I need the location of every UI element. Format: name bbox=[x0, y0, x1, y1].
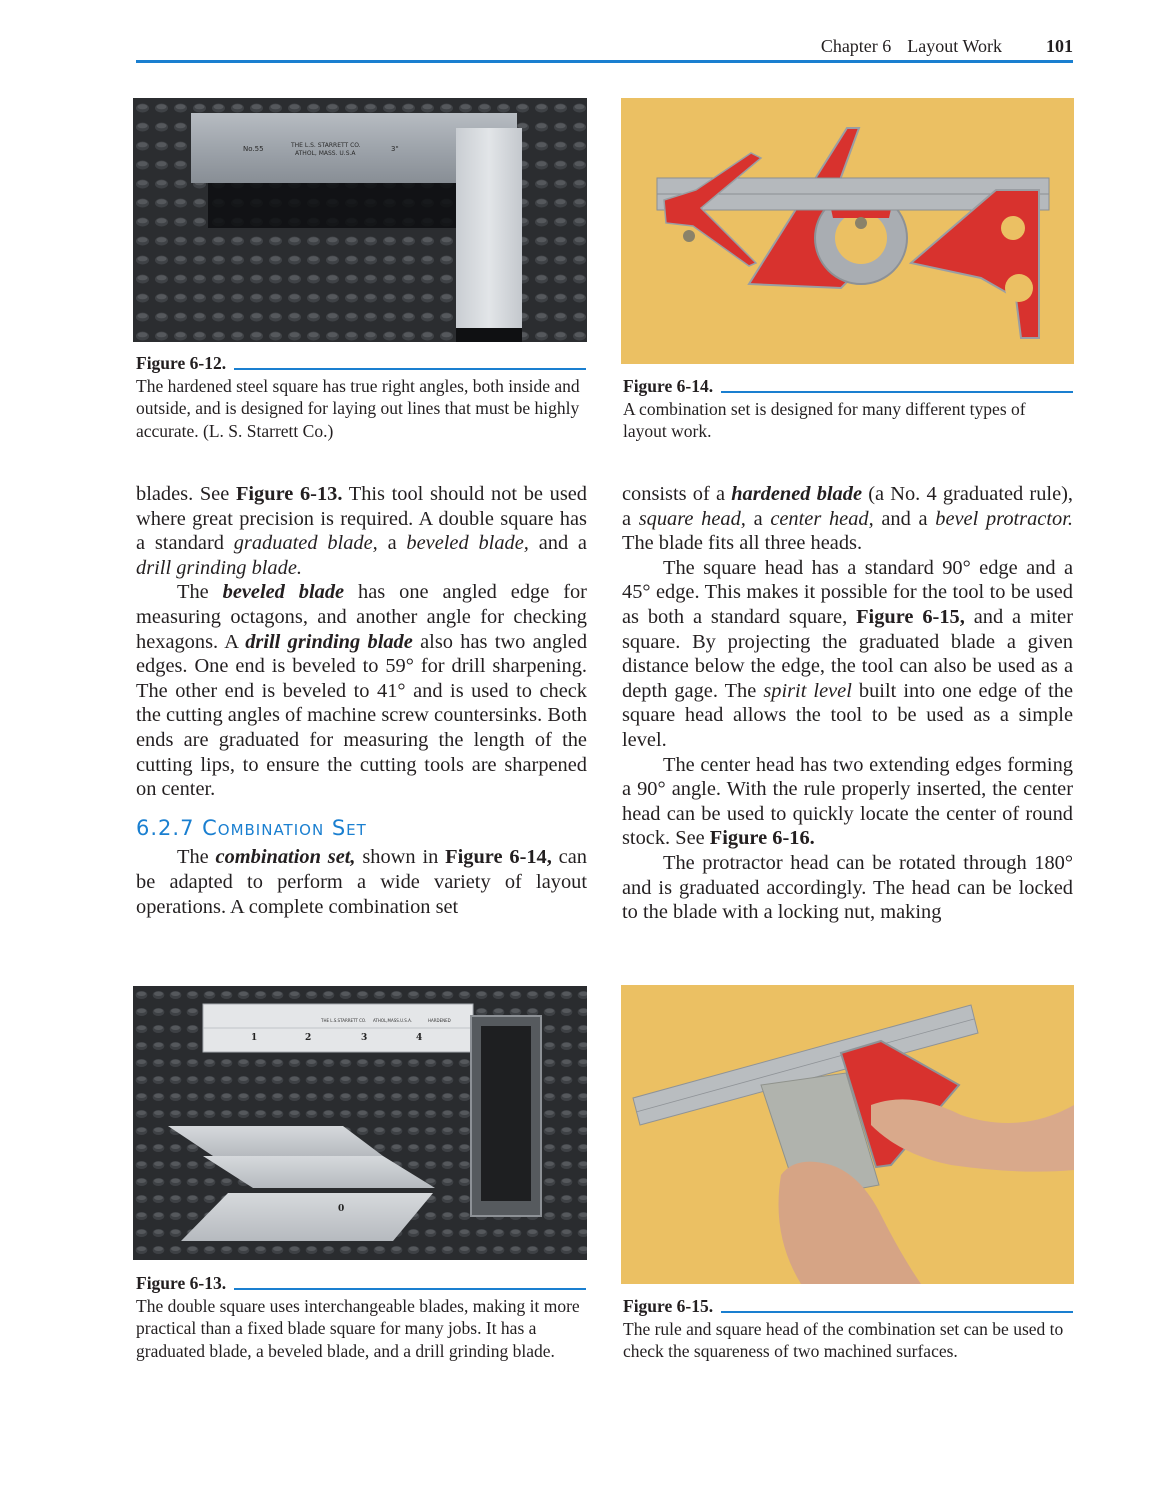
page-number: 101 bbox=[1046, 36, 1073, 56]
chapter-title bbox=[821, 36, 1002, 57]
body-column-right bbox=[622, 482, 1073, 925]
figure-6-15-caption bbox=[623, 1295, 1073, 1363]
caption-text: The double square uses interchangeable blades, making it more practical than a fixed blade square for many jobs. It has a graduated blade, a beveled blade, and a drill grinding blade. bbox=[136, 1295, 580, 1361]
caption-text: A combination set is designed for many different types of layout work. bbox=[623, 398, 1026, 441]
figure-6-13-caption bbox=[136, 1272, 586, 1362]
double-square-illustration bbox=[133, 986, 587, 1260]
text-run: The square head has a standard 90° edge and a 45° edge. This makes it possible for the tool to be used as both a standard square, bbox=[622, 556, 1073, 628]
text-run: This tool should not be used where great precision is required. A double square has a standard bbox=[136, 483, 588, 555]
figure-reference: Figure 6-15, bbox=[856, 605, 965, 628]
svg-text:THE L.S. STARRETT CO.: THE L.S. STARRETT CO. bbox=[291, 142, 361, 149]
text-run: can be adapted to perform a wide variety of layout operations. A complete combination set bbox=[136, 846, 587, 918]
text-run: (a No. 4 graduated rule), a bbox=[622, 483, 1074, 530]
svg-text:THE L.S.STARRETT CO.: THE L.S.STARRETT CO. bbox=[321, 1018, 367, 1023]
svg-text:3": 3" bbox=[391, 145, 399, 153]
term: graduated blade, bbox=[233, 532, 378, 555]
text-run: The center head has two extending edges forming a 90° angle. With the rule properly inserted, the center head can be used to quickly locate the center of round stock. See bbox=[622, 753, 1073, 850]
term: bevel protractor. bbox=[935, 507, 1073, 530]
caption-rule bbox=[721, 1311, 1073, 1313]
svg-text:1: 1 bbox=[251, 1033, 258, 1043]
svg-text:HARDENED: HARDENED bbox=[428, 1018, 451, 1023]
text-run: a bbox=[377, 532, 407, 555]
text-run: built into one edge of the square head allows the tool to be used as a simple level. bbox=[622, 679, 1073, 751]
key-term: drill grinding blade bbox=[245, 630, 413, 653]
caption-text: The hardened steel square has true right angles, both inside and outside, and is designed for laying out lines that must be highly accurate. (L. S. Starrett Co.) bbox=[136, 375, 580, 441]
term: square head, bbox=[638, 507, 746, 530]
text-run: blades. See bbox=[136, 483, 236, 505]
paragraph bbox=[136, 580, 587, 801]
svg-text:4: 4 bbox=[416, 1033, 423, 1043]
chapter-number: Chapter 6 bbox=[820, 36, 892, 56]
text-run: The protractor head can be rotated through 180° and is graduated accordingly. The head can be locked to the blade with a locking nut, making bbox=[622, 851, 1073, 924]
text-run: and a miter square. By projecting the graduated blade a given distance below the edge, the tool can also be used as a depth gage. The bbox=[622, 605, 1073, 702]
key-term: hardened blade bbox=[731, 483, 863, 505]
figure-6-14-caption bbox=[623, 375, 1073, 443]
key-term: combination set, bbox=[215, 846, 356, 869]
caption-rule bbox=[234, 1288, 586, 1290]
figure-reference: Figure 6-14, bbox=[445, 846, 552, 869]
caption-rule bbox=[721, 391, 1073, 393]
svg-text:ATHOL, MASS. U.S.A: ATHOL, MASS. U.S.A bbox=[295, 150, 356, 157]
text-run: and a bbox=[528, 532, 587, 555]
svg-text:No.55: No.55 bbox=[243, 145, 264, 153]
square-check-illustration bbox=[621, 985, 1074, 1284]
term: drill grinding blade. bbox=[136, 556, 302, 579]
figure-6-12-caption bbox=[136, 352, 586, 442]
text-run: The blade fits all three heads. bbox=[622, 532, 863, 555]
key-term: beveled blade bbox=[222, 581, 345, 604]
text-run: also has two angled edges. One end is beveled to 59° for drill sharpening. The other end is beveled to 41° and is used to check the cutting angles of machine screw countersinks. Both ends are graduated for measuring the length of the cutting lips, to ensure the cutting tools are sharpened on center. bbox=[136, 630, 588, 801]
figure-reference: Figure 6-16. bbox=[709, 827, 815, 850]
caption-rule bbox=[234, 368, 586, 370]
figure-label: Figure 6-13. bbox=[136, 1273, 227, 1293]
svg-text:3: 3 bbox=[361, 1033, 368, 1043]
svg-text:ATHOL,MASS.U.S.A.: ATHOL,MASS.U.S.A. bbox=[373, 1018, 413, 1023]
paragraph bbox=[622, 851, 1073, 925]
paragraph bbox=[136, 845, 587, 919]
text-run: shown in bbox=[355, 846, 446, 869]
figure-label: Figure 6-14. bbox=[623, 376, 714, 396]
figure-label: Figure 6-15. bbox=[623, 1296, 714, 1316]
figure-6-12-photo bbox=[133, 98, 587, 342]
term: beveled blade, bbox=[406, 532, 529, 555]
figure-label: Figure 6-12. bbox=[136, 353, 227, 373]
section-heading: 6.2.7 Combination Set bbox=[136, 815, 367, 840]
text-run: consists of a bbox=[622, 483, 732, 505]
combination-set-illustration bbox=[621, 98, 1074, 364]
figure-reference: Figure 6-13. bbox=[235, 483, 343, 505]
svg-text:0: 0 bbox=[338, 1204, 345, 1214]
paragraph bbox=[622, 753, 1073, 851]
paragraph bbox=[622, 556, 1073, 753]
term: center head, bbox=[770, 507, 874, 530]
text-run: and a bbox=[873, 507, 936, 530]
text-run: The bbox=[177, 581, 223, 604]
paragraph bbox=[622, 482, 1073, 556]
steel-square-illustration bbox=[133, 98, 587, 342]
text-run: a bbox=[745, 507, 771, 530]
text-run: The bbox=[177, 846, 216, 869]
caption-text: The rule and square head of the combination set can be used to check the squareness of two machined surfaces. bbox=[623, 1318, 1064, 1361]
chapter-name: Layout Work bbox=[907, 36, 1002, 56]
figure-6-15-photo bbox=[621, 985, 1074, 1284]
text-run: has one angled edge for measuring octagons, and another angle for checking hexagons. A bbox=[136, 581, 587, 653]
figure-6-14-photo bbox=[621, 98, 1074, 364]
running-header bbox=[136, 34, 1073, 63]
svg-text:2: 2 bbox=[305, 1033, 312, 1043]
paragraph bbox=[136, 482, 587, 580]
figure-6-13-photo bbox=[133, 986, 587, 1260]
body-column-left bbox=[136, 482, 587, 919]
term: spirit level bbox=[763, 679, 852, 702]
